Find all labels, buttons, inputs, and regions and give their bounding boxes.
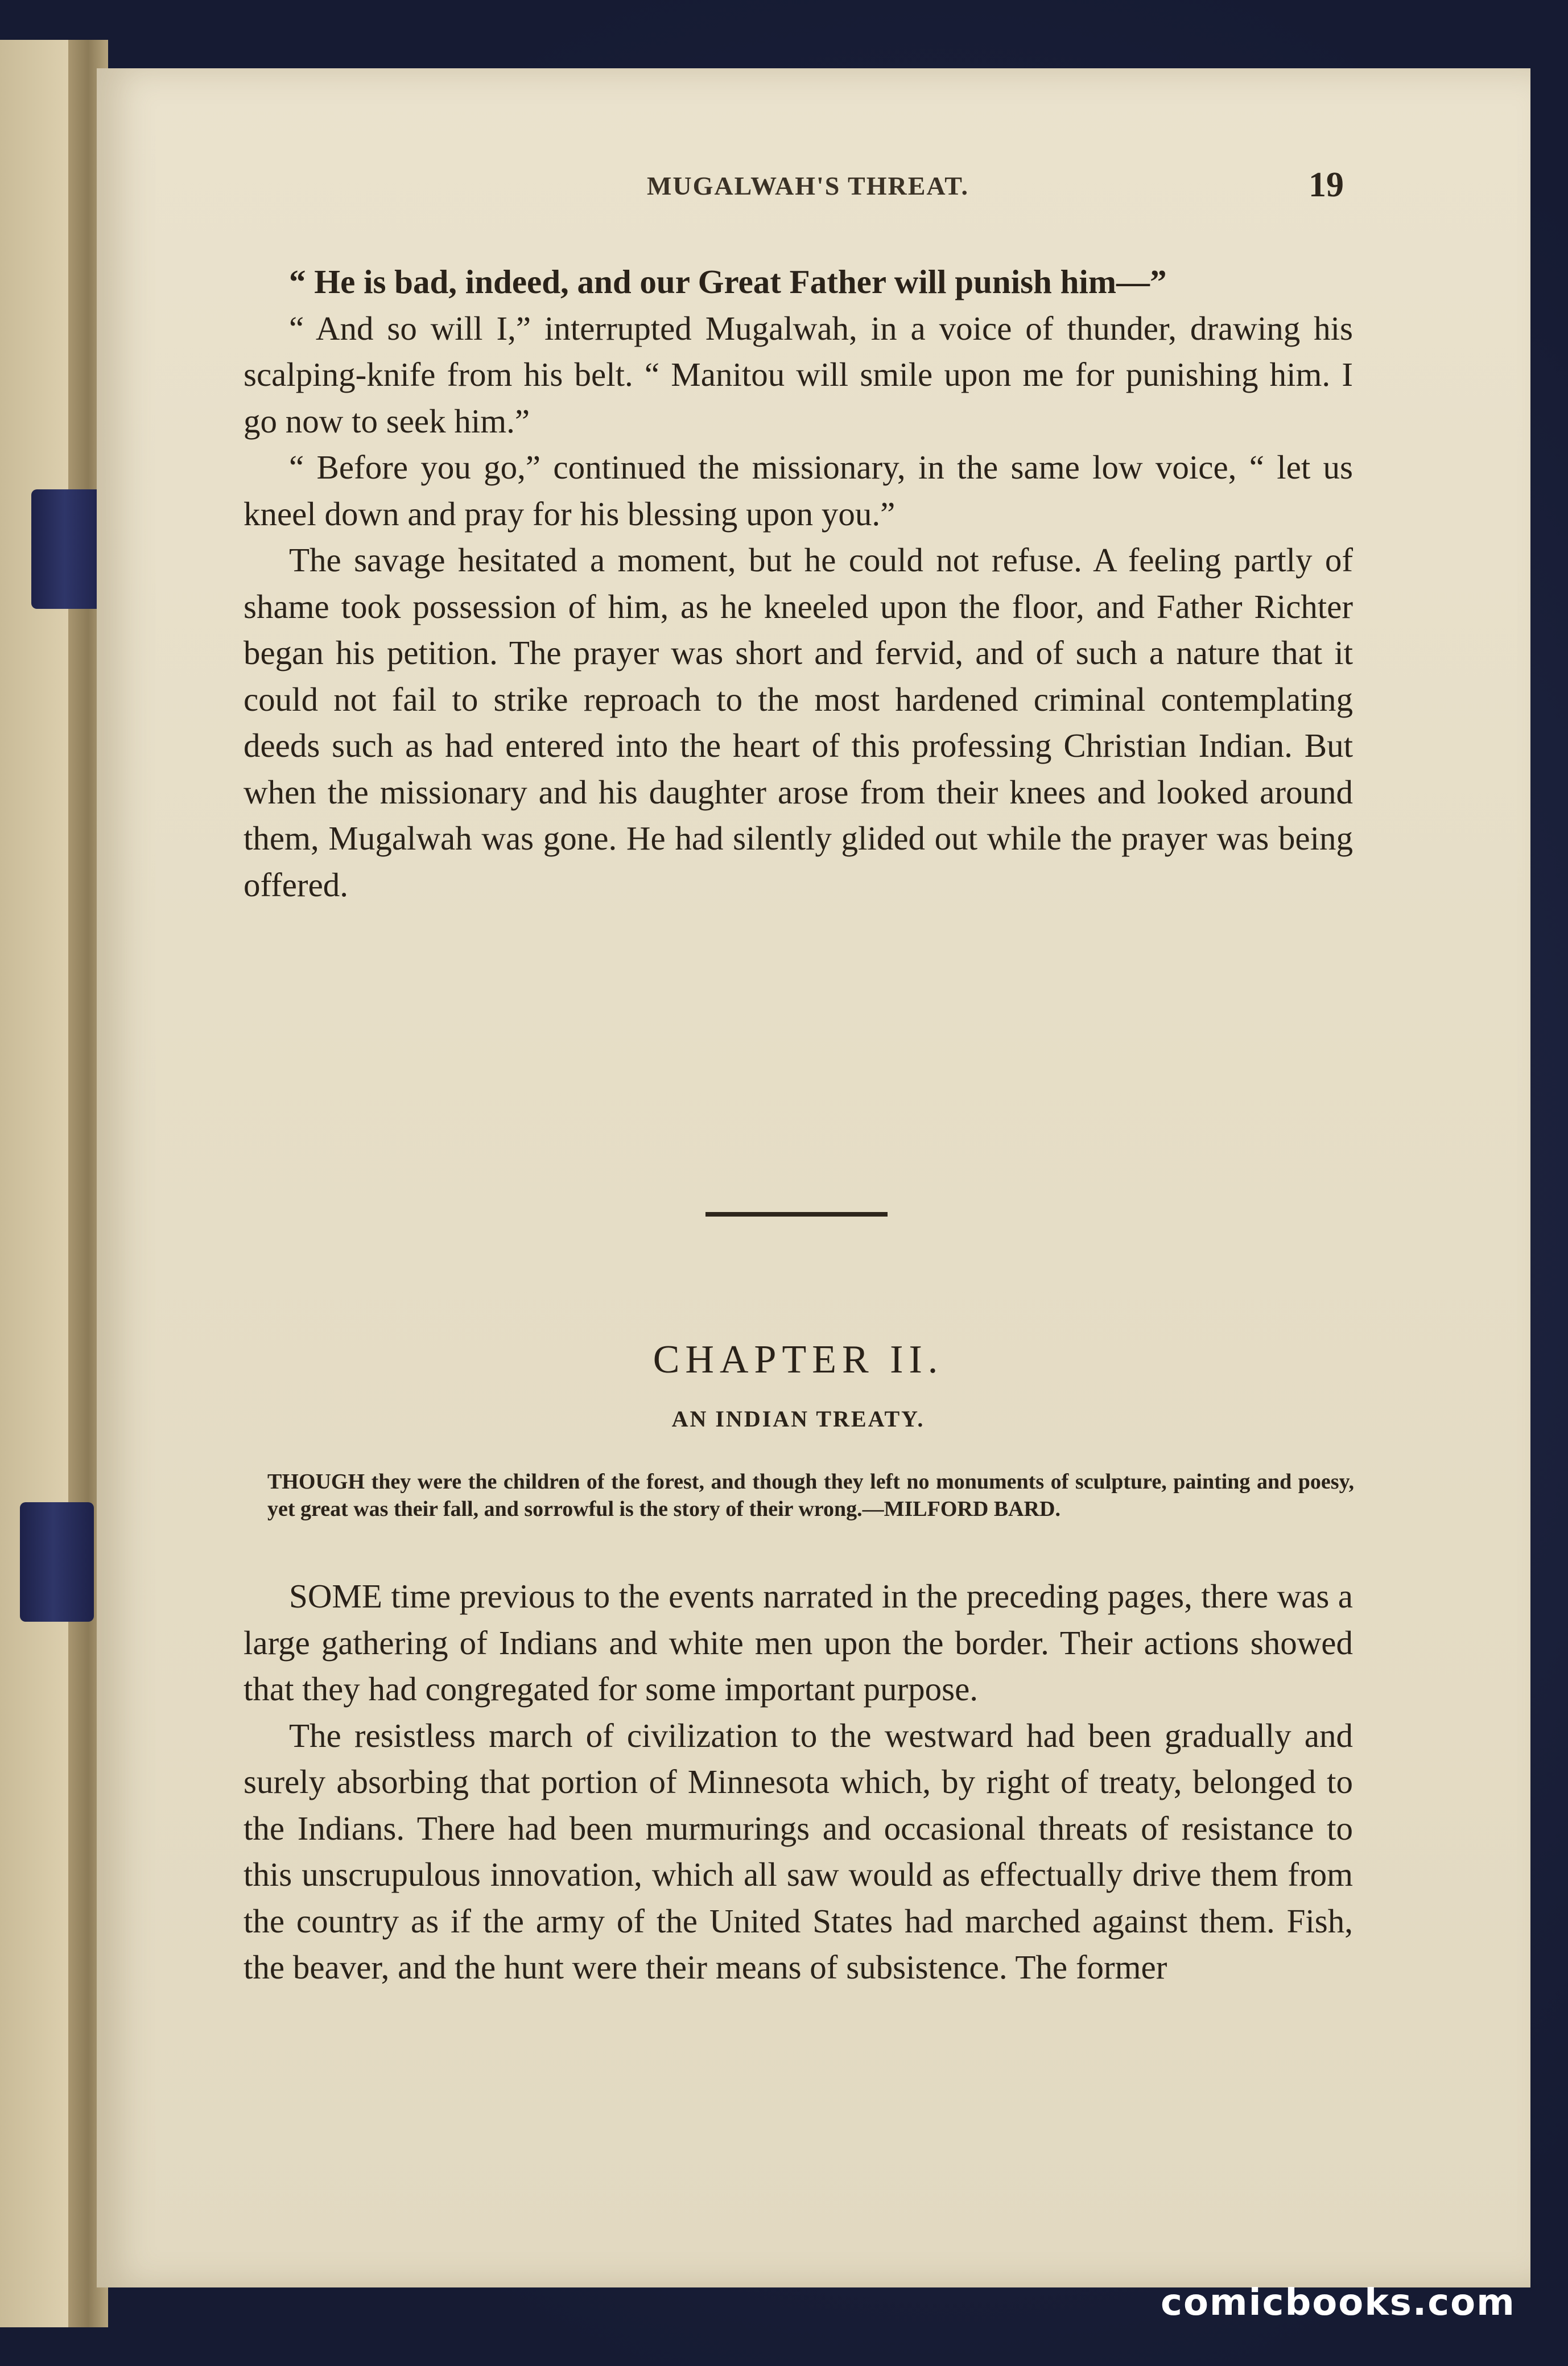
chapter-subtitle: AN INDIAN TREATY.	[671, 1406, 925, 1432]
chapter-title: CHAPTER II.	[653, 1338, 944, 1382]
binding-staple-top	[31, 489, 105, 609]
paragraph-1: “ He is bad, indeed, and our Great Father will punish him—”	[289, 263, 1167, 300]
running-head: MUGALWAH'S THREAT.	[647, 171, 969, 200]
section-divider	[705, 1212, 888, 1217]
paragraph-3: “ Before you go,” continued the missionary, in the same low voice, “ let us kneel down and pray for his blessing upon you.”	[244, 448, 1353, 533]
site-watermark: comicbooks.com	[1161, 2282, 1516, 2324]
paragraph-2: “ And so will I,” interrupted Mugalwah, in a voice of thunder, drawing his scalping-knife from his belt. “ Manitou will smile upon me for punishing him. I go now to seek him.”	[244, 309, 1353, 440]
binding-staple-bottom	[20, 1502, 94, 1622]
page-number: 19	[1309, 166, 1344, 204]
chapter-paragraph-1: SOME time previous to the events narrated in the preceding pages, there was a large gathering of Indians and white men upon the border. Their actions showed that they had congregated for some important purpose.	[244, 1577, 1353, 1708]
body-text	[244, 259, 1353, 908]
chapter-body-text	[244, 1573, 1353, 1991]
paragraph-4: The savage hesitated a moment, but he could not refuse. A feeling partly of shame took possession of him, as he kneeled upon the floor, and Father Richter began his petition. The prayer was short and fervid, and of such a nature that it could not fail to strike reproach to the most hardened criminal contemplating deeds such as had entered into the heart of this professing Christian Indian. But when the missionary and his daughter arose from their knees and looked around them, Mugalwah was gone. He had silently glided out while the prayer was being offered.	[244, 541, 1353, 904]
chapter-paragraph-2: The resistless march of civilization to the westward had been gradually and surely absorbing that portion of Minnesota which, by right of treaty, belonged to the Indians. There had been murmurings and occasional threats of resistance to this unscrupulous innovation, which all saw would as effectually drive them from the country as if the army of the United States had marched against them. Fish, the beaver, and the hunt were their means of subsistence. The former	[244, 1716, 1353, 1986]
chapter-epigraph: THOUGH they were the children of the forest, and though they left no monuments of sculpture, painting and poesy, yet great was their fall, and sorrowful is the story of their wrong.—MILFORD BARD.	[267, 1470, 1354, 1521]
